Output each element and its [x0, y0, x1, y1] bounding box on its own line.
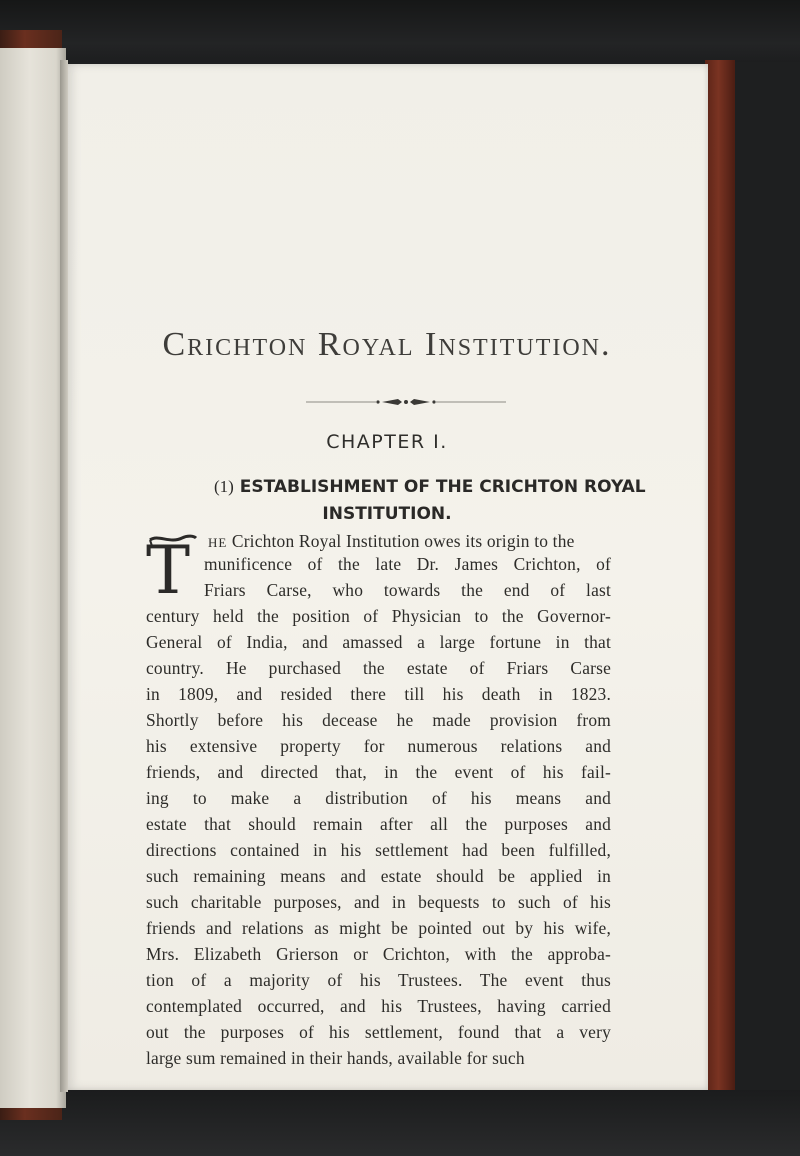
text-line: Friars Carse, who towards the end of last [204, 580, 611, 600]
text-line: his extensive property for numerous relations and [146, 736, 611, 756]
text-line: HE Crichton Royal Institution owes its origin to the [208, 531, 575, 551]
text-line: country. He purchased the estate of Friars Carse [146, 658, 611, 678]
facing-page-edge [0, 48, 66, 1108]
text-line: in 1809, and resided there till his death in 1823. [146, 684, 611, 704]
section-number: (1) [214, 477, 234, 496]
text-line: Mrs. Elizabeth Grierson or Crichton, with the approba- [146, 944, 611, 964]
section-title-line1: ESTABLISHMENT OF THE CRICHTON ROYAL [239, 477, 646, 497]
background-cloth-top [0, 0, 800, 62]
text-line: such remaining means and estate should be applied in [146, 866, 611, 886]
drop-cap-letter: T [146, 532, 191, 609]
text-line: ing to make a distribution of his means and [146, 788, 611, 808]
text-line: large sum remained in their hands, available for such [146, 1048, 525, 1068]
text-line: friends and relations as might be pointed out by his wife, [146, 918, 611, 938]
text-line: tion of a majority of his Trustees. The event thus [146, 970, 611, 990]
text-line: estate that should remain after all the purposes and [146, 814, 611, 834]
text-line: Shortly before his decease he made provision from [146, 710, 611, 730]
text-line: friends, and directed that, in the event of his fail- [146, 762, 611, 782]
background-cloth-bottom [0, 1090, 800, 1156]
book-title: Crichton Royal Institution. [162, 326, 612, 363]
text-line: munificence of the late Dr. James Crichton, of [204, 554, 611, 574]
text-line: contemplated occurred, and his Trustees, having carried [146, 996, 611, 1016]
book-page [66, 64, 708, 1090]
section-title-line2: INSTITUTION. [322, 504, 452, 524]
body-text [66, 64, 708, 1090]
text-line: out the purposes of his settlement, found that a very [146, 1022, 611, 1042]
text-line: directions contained in his settlement had been fulfilled, [146, 840, 611, 860]
first-word-rest: HE [208, 535, 228, 550]
book-cover-right [705, 60, 735, 1090]
text-line: such charitable purposes, and in bequests to such of his [146, 892, 611, 912]
text-line: General of India, and amassed a large fortune in that [146, 632, 611, 652]
text-line: century held the position of Physician to the Governor- [146, 606, 611, 626]
chapter-heading: CHAPTER I. [326, 431, 448, 453]
page-gutter [60, 60, 68, 1092]
